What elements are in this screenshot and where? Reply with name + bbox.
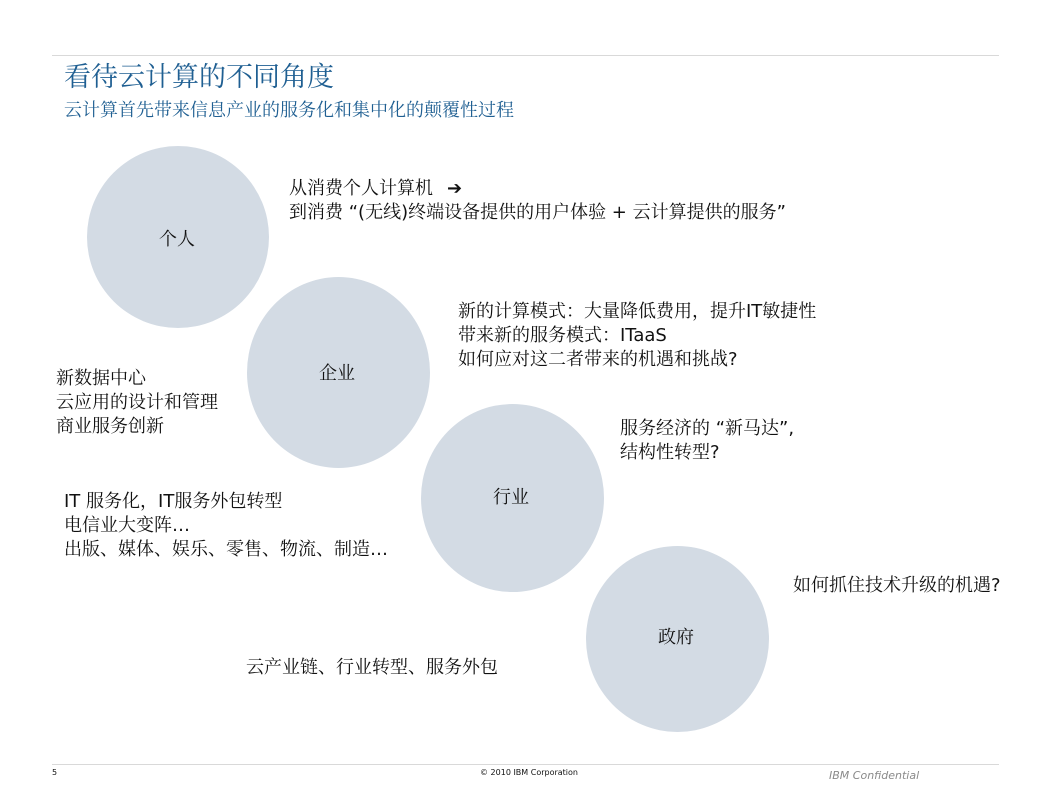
circle-label-personal: 个人 (159, 229, 195, 250)
industry-left-line-1: IT 服务化，IT服务外包转型 (64, 491, 283, 512)
enterprise-right-line-2: 带来新的服务模式：ITaaS (458, 325, 667, 346)
enterprise-right-line-3: 如何应对这二者带来的机遇和挑战? (458, 349, 738, 370)
enterprise-left-line-2: 云应用的设计和管理 (56, 392, 218, 413)
top-divider (52, 55, 999, 56)
confidential-label: IBM Confidential (829, 769, 920, 782)
industry-left-line-3: 出版、媒体、娱乐、零售、物流、制造… (64, 539, 388, 560)
slide-subtitle: 云计算首先带来信息产业的服务化和集中化的颠覆性过程 (64, 100, 514, 121)
enterprise-right-line-1: 新的计算模式：大量降低费用，提升IT敏捷性 (458, 301, 817, 322)
copyright-text: © 2010 IBM Corporation (480, 768, 578, 777)
page-number: 5 (52, 768, 58, 777)
industry-left-text (64, 490, 388, 562)
circle-label-enterprise: 企业 (319, 363, 355, 384)
personal-text (289, 177, 786, 225)
enterprise-left-text (56, 367, 218, 439)
government-left-text (246, 656, 498, 680)
personal-line-1-text: 从消费个人计算机 (289, 178, 433, 199)
government-right-text (793, 574, 1001, 598)
circle-label-government: 政府 (658, 627, 694, 648)
arrow-right-icon: ➔ (447, 178, 463, 199)
personal-line-1 (289, 177, 786, 201)
enterprise-left-line-1: 新数据中心 (56, 368, 146, 389)
government-right-line-1: 如何抓住技术升级的机遇? (793, 575, 1001, 596)
industry-right-line-1: 服务经济的 “新马达”, (620, 418, 795, 439)
government-left-line-1: 云产业链、行业转型、服务外包 (246, 657, 498, 678)
slide-title: 看待云计算的不同角度 (64, 62, 334, 93)
industry-left-line-2: 电信业大变阵… (64, 515, 190, 536)
personal-line-2: 到消费 “(无线)终端设备提供的用户体验 + 云计算提供的服务” (289, 202, 786, 223)
industry-right-line-2: 结构性转型? (620, 442, 720, 463)
enterprise-left-line-3: 商业服务创新 (56, 416, 164, 437)
circle-label-industry: 行业 (493, 487, 529, 508)
industry-right-text (620, 417, 794, 465)
enterprise-right-text (458, 300, 816, 372)
bottom-divider (52, 764, 999, 765)
